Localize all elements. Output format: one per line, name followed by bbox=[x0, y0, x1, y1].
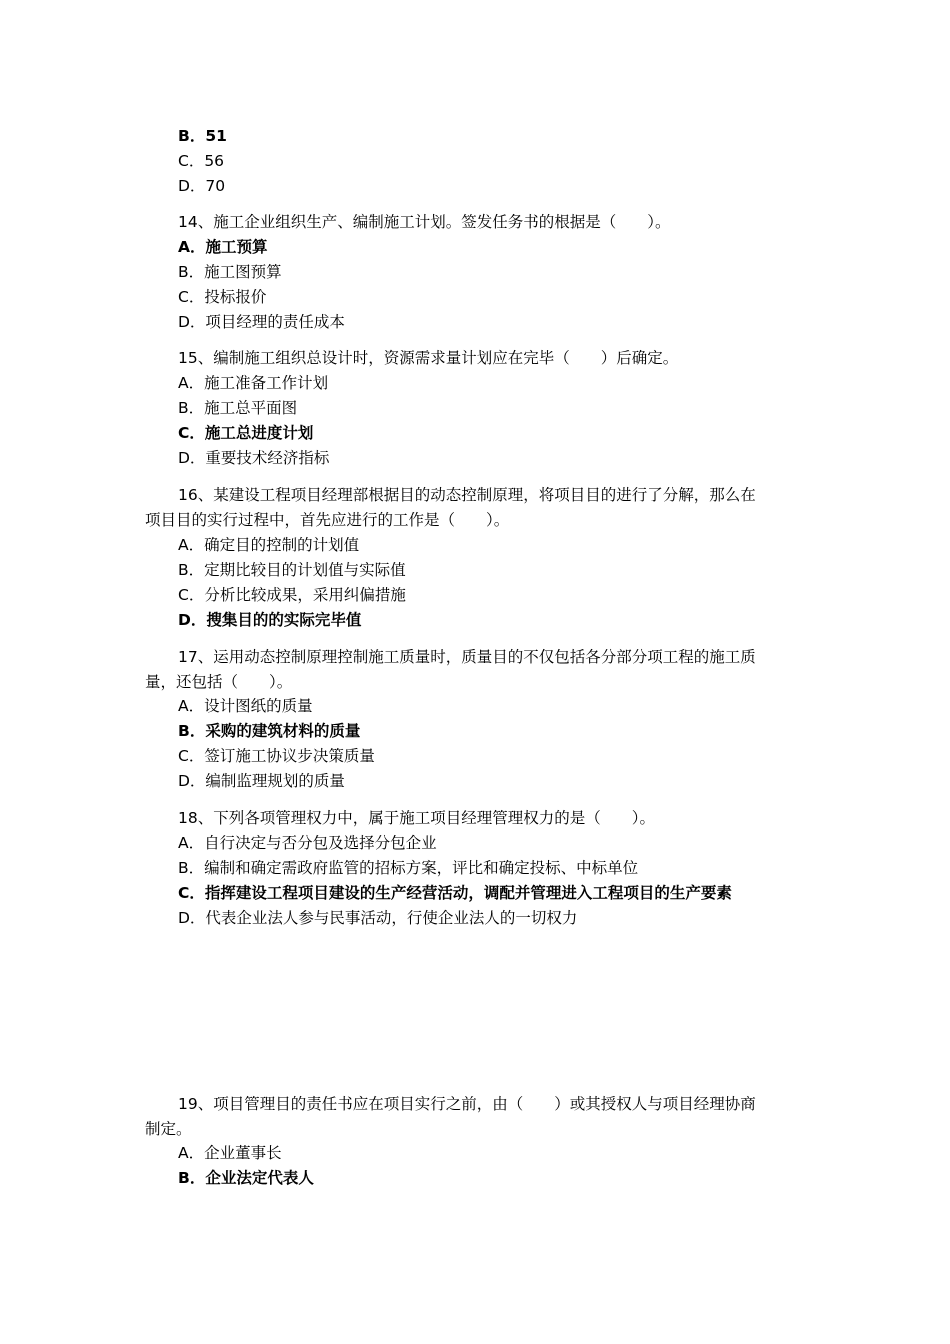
q18-option-d: D．代表企业法人参与民事活动，行使企业法人的一切权力 bbox=[178, 909, 578, 927]
q16-stem-line2: 项目目的实行过程中，首先应进行的工作是（ ）。 bbox=[145, 511, 510, 529]
q18-option-b: B．编制和确定需政府监管的招标方案，评比和确定投标、中标单位 bbox=[178, 859, 639, 877]
q14-option-a: A．施工预算 bbox=[178, 238, 268, 256]
q15-option-a: A．施工准备工作计划 bbox=[178, 374, 329, 392]
q14-option-b: B．施工图预算 bbox=[178, 263, 282, 281]
q14-option-c: C．投标报价 bbox=[178, 288, 267, 306]
q17-option-b: B．采购的建筑材料的质量 bbox=[178, 722, 361, 740]
q16-option-d: D．搜集目的的实际完毕值 bbox=[178, 611, 362, 629]
q16-option-a: A．确定目的控制的计划值 bbox=[178, 536, 360, 554]
q19-stem-line2: 制定。 bbox=[145, 1120, 192, 1138]
q15-stem: 15、编制施工组织总设计时，资源需求量计划应在完毕（ ）后确定。 bbox=[178, 349, 679, 367]
q16-stem-line1: 16、某建设工程项目经理部根据目的动态控制原理，将项目目的进行了分解，那么在 bbox=[178, 486, 756, 504]
q15-option-d: D．重要技术经济指标 bbox=[178, 449, 330, 467]
q16-option-c: C．分析比较成果，采用纠偏措施 bbox=[178, 586, 406, 604]
q17-stem-line1: 17、运用动态控制原理控制施工质量时，质量目的不仅包括各分部分项工程的施工质 bbox=[178, 648, 756, 666]
q16-option-b: B．定期比较目的计划值与实际值 bbox=[178, 561, 406, 579]
q19-stem-line1: 19、项目管理目的责任书应在项目实行之前，由（ ）或其授权人与项目经理协商 bbox=[178, 1095, 756, 1113]
q18-option-a: A．自行决定与否分包及选择分包企业 bbox=[178, 834, 437, 852]
q14-stem: 14、施工企业组织生产、编制施工计划。签发任务书的根据是（ ）。 bbox=[178, 213, 671, 231]
q18-stem: 18、下列各项管理权力中，属于施工项目经理管理权力的是（ ）。 bbox=[178, 809, 655, 827]
q15-option-b: B．施工总平面图 bbox=[178, 399, 298, 417]
q19-option-a: A．企业董事长 bbox=[178, 1144, 282, 1162]
q13-option-d: D．70 bbox=[178, 177, 226, 195]
q13-option-b: B．51 bbox=[178, 127, 227, 145]
q17-option-c: C．签订施工协议步决策质量 bbox=[178, 747, 375, 765]
q18-option-c: C．指挥建设工程项目建设的生产经营活动，调配并管理进入工程项目的生产要素 bbox=[178, 884, 732, 902]
q19-option-b: B．企业法定代表人 bbox=[178, 1169, 314, 1187]
q14-option-d: D．项目经理的责任成本 bbox=[178, 313, 345, 331]
q17-stem-line2: 量，还包括（ ）。 bbox=[145, 673, 293, 691]
q13-option-c: C．56 bbox=[178, 152, 225, 170]
q15-option-c: C．施工总进度计划 bbox=[178, 424, 314, 442]
q17-option-d: D．编制监理规划的质量 bbox=[178, 772, 345, 790]
q17-option-a: A．设计图纸的质量 bbox=[178, 697, 313, 715]
